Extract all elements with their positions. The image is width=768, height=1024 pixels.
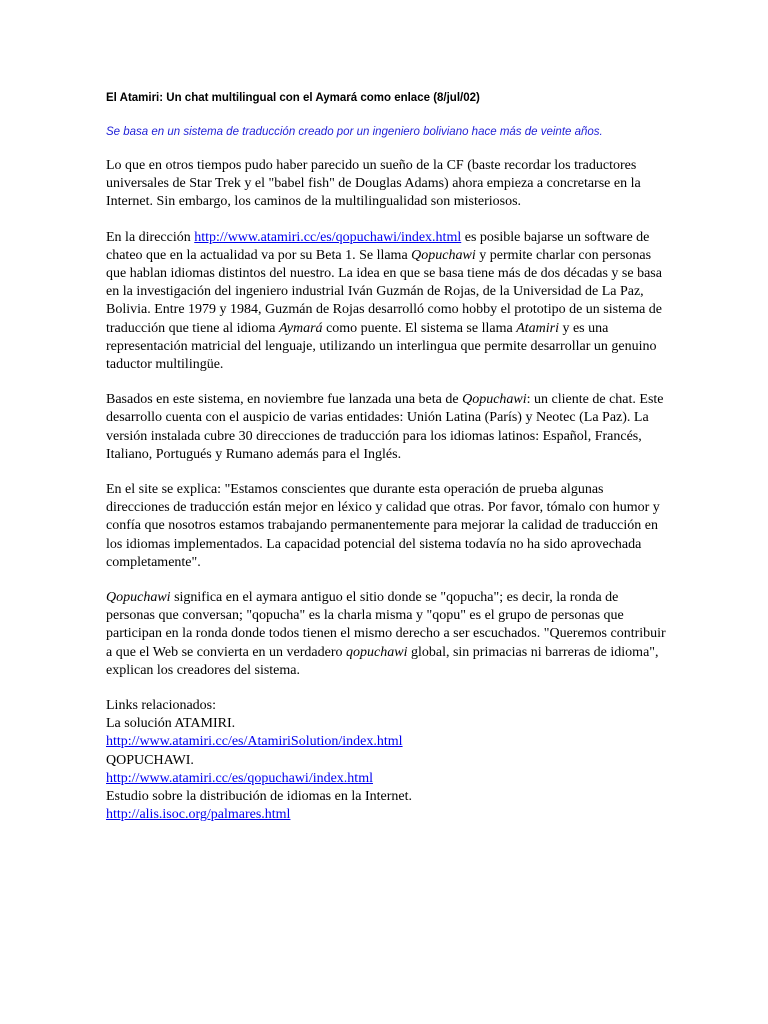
article-subtitle: Se basa en un sistema de traducción creado por un ingeniero boliviano hace más de veinte años. bbox=[106, 126, 603, 138]
link-label-atamiri-solution: La solución ATAMIRI. bbox=[106, 716, 236, 732]
article bbox=[106, 90, 666, 825]
text-span: y permite charlar con personas que hablan idiomas distintos del nuestro. La idea en que se basa tiene más de dos décadas y se basa en la investigación del ingeniero industrial Iván Guzmán de Rojas, de la Universidad de La Paz, Bolivia. Entre 1979 y 1984, Guzmán de Rojas desarrolló como hobby el prototipo de un sistema de traducción que tiene al idioma bbox=[106, 247, 663, 336]
text-span: y es una representación matricial del lenguaje, utilizando un interlingua que permite desarrollar un genuino taductor multilingüe. bbox=[106, 320, 657, 373]
text-span: como puente. El sistema se llama bbox=[322, 320, 517, 336]
italic-term: qopuchawi bbox=[346, 644, 408, 660]
qopuchawi-page-link[interactable]: http://www.atamiri.cc/es/qopuchawi/index.html bbox=[106, 770, 373, 786]
paragraph-intro: Lo que en otros tiempos pudo haber parecido un sueño de la CF (baste recordar los traductores universales de Star Trek y el "babel fish" de Douglas Adams) ahora empieza a concretarse en la Internet. Sin embargo, los caminos de la multilingualidad son misteriosos. bbox=[106, 158, 641, 210]
italic-term: Aymará bbox=[279, 320, 323, 336]
atamiri-solution-link[interactable]: http://www.atamiri.cc/es/AtamiriSolution/index.html bbox=[106, 734, 403, 750]
text-span: es posible bajarse un software de chateo que en la actualidad va por su Beta 1. Se llama bbox=[106, 229, 650, 263]
paragraph-site-quote: En el site se explica: "Estamos conscientes que durante esta operación de prueba algunas direcciones de traducción están mejor en léxico y calidad que otras. Por favor, tómalo con humor y confía que nosotros estamos trabajando permanentemente para mejorar la calidad de traducción en los idiomas implementados. La capacidad potencial del sistema todavía no ha sido aprovechada completamente". bbox=[106, 482, 660, 570]
related-links-heading: Links relacionados: bbox=[106, 698, 217, 714]
text-span: : un cliente de chat. Este desarrollo cuenta con el auspicio de varias entidades: Unión Latina (París) y Neotec (La Paz). La versión instalada cubre 30 direcciones de traducción para los idiomas latinos: Español, Francés, Italiano, Portugués y Rumano además para el Inglés. bbox=[106, 392, 664, 462]
italic-term: Atamiri bbox=[516, 320, 559, 336]
related-links bbox=[106, 697, 666, 824]
text-span: global, sin primacias ni barreras de idioma", explican los creadores del sistema. bbox=[106, 644, 659, 678]
italic-term: Qopuchawi bbox=[462, 392, 527, 408]
italic-term: Qopuchawi bbox=[411, 247, 476, 263]
palmares-link[interactable]: http://alis.isoc.org/palmares.html bbox=[106, 807, 291, 823]
link-label-language-study: Estudio sobre la distribución de idiomas en la Internet. bbox=[106, 789, 412, 805]
text-span: En la dirección bbox=[106, 229, 195, 245]
paragraph-beta bbox=[106, 391, 666, 464]
paragraph-atamiri-address bbox=[106, 229, 666, 375]
link-label-qopuchawi: QOPUCHAWI. bbox=[106, 752, 194, 768]
italic-term: Qopuchawi bbox=[106, 590, 171, 606]
text-span: significa en el aymara antiguo el sitio donde se "qopucha"; es decir, la ronda de personas que conversan; "qopucha" es la charla misma y "qopu" es el grupo de personas que participan en la ronda donde todos tienen el mismo derecho a ser escuchados. "Queremos contribuir a que el Web se convierta en un verdadero bbox=[106, 590, 666, 660]
article-title: El Atamiri: Un chat multilingual con el Aymará como enlace (8/jul/02) bbox=[106, 92, 480, 104]
text-span: Basados en este sistema, en noviembre fue lanzada una beta de bbox=[106, 392, 463, 408]
qopuchawi-link[interactable]: http://www.atamiri.cc/es/qopuchawi/index.html bbox=[194, 229, 462, 245]
paragraph-meaning bbox=[106, 589, 666, 680]
